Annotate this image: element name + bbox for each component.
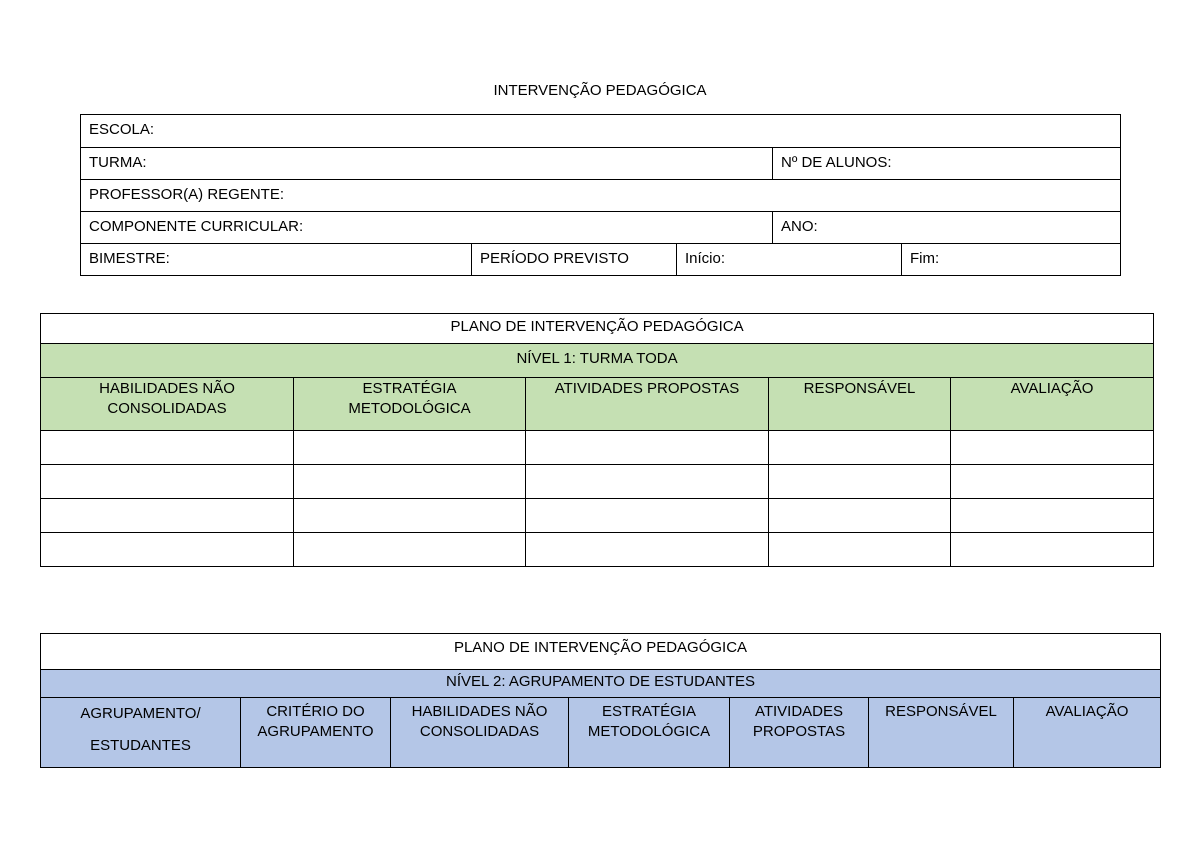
plan1-col-estrategia-line2: METODOLÓGICA bbox=[348, 400, 471, 417]
plan2-col-criterio bbox=[241, 698, 391, 768]
componente-field[interactable]: COMPONENTE CURRICULAR: bbox=[81, 212, 773, 244]
plan1-title: PLANO DE INTERVENÇÃO PEDAGÓGICA bbox=[41, 314, 1154, 344]
table-cell[interactable] bbox=[294, 465, 526, 499]
plan2-col-agrupamento-line2: ESTUDANTES bbox=[90, 737, 191, 754]
ano-field[interactable]: ANO: bbox=[773, 212, 1121, 244]
table-cell[interactable] bbox=[769, 465, 951, 499]
plan2-col-estrategia-line1: ESTRATÉGIA bbox=[602, 703, 696, 720]
plan1-col-avaliacao: AVALIAÇÃO bbox=[951, 378, 1154, 431]
inicio-field[interactable]: Início: bbox=[677, 244, 902, 276]
table-cell[interactable] bbox=[526, 533, 769, 567]
plan2-col-criterio-line1: CRITÉRIO DO bbox=[266, 703, 365, 720]
table-cell[interactable] bbox=[951, 499, 1154, 533]
plan1-col-estrategia-line1: ESTRATÉGIA bbox=[362, 380, 457, 397]
table-cell[interactable] bbox=[951, 465, 1154, 499]
plan2-col-avaliacao: AVALIAÇÃO bbox=[1014, 698, 1161, 768]
plan1-col-estrategia bbox=[294, 378, 526, 431]
plan-level-1-table bbox=[40, 313, 1154, 567]
table-cell[interactable] bbox=[951, 431, 1154, 465]
plan1-col-habilidades bbox=[41, 378, 294, 431]
table-cell[interactable] bbox=[769, 431, 951, 465]
table-row bbox=[41, 431, 1154, 465]
escola-field[interactable]: ESCOLA: bbox=[81, 115, 1121, 148]
bimestre-field[interactable]: BIMESTRE: bbox=[81, 244, 472, 276]
plan2-col-atividades bbox=[730, 698, 869, 768]
plan2-col-habilidades-line2: CONSOLIDADAS bbox=[419, 723, 540, 740]
plan2-col-atividades-line2: PROPOSTAS bbox=[752, 723, 846, 740]
table-cell[interactable] bbox=[41, 465, 294, 499]
table-cell[interactable] bbox=[526, 499, 769, 533]
plan2-col-estrategia-line2: METODOLÓGICA bbox=[587, 723, 711, 740]
table-cell[interactable] bbox=[526, 431, 769, 465]
plan1-level: NÍVEL 1: TURMA TODA bbox=[41, 344, 1154, 378]
plan2-col-atividades-line1: ATIVIDADES bbox=[754, 703, 844, 720]
table-cell[interactable] bbox=[526, 465, 769, 499]
plan1-col-atividades: ATIVIDADES PROPOSTAS bbox=[526, 378, 769, 431]
table-row bbox=[41, 499, 1154, 533]
periodo-label: PERÍODO PREVISTO bbox=[472, 244, 677, 276]
plan2-level: NÍVEL 2: AGRUPAMENTO DE ESTUDANTES bbox=[41, 670, 1161, 698]
table-cell[interactable] bbox=[951, 533, 1154, 567]
table-cell[interactable] bbox=[294, 533, 526, 567]
plan-level-2-table bbox=[40, 633, 1161, 768]
document-title: INTERVENÇÃO PEDAGÓGICA bbox=[493, 82, 707, 99]
plan2-col-estrategia bbox=[569, 698, 730, 768]
table-cell[interactable] bbox=[294, 431, 526, 465]
plan2-col-criterio-line2: AGRUPAMENTO bbox=[257, 723, 374, 740]
plan1-col-habilidades-line2: CONSOLIDADAS bbox=[107, 400, 227, 417]
n-alunos-field[interactable]: Nº DE ALUNOS: bbox=[773, 148, 1121, 180]
table-cell[interactable] bbox=[41, 533, 294, 567]
plan2-col-habilidades-line1: HABILIDADES NÃO bbox=[411, 703, 548, 720]
table-cell[interactable] bbox=[41, 431, 294, 465]
table-row bbox=[41, 533, 1154, 567]
table-cell[interactable] bbox=[41, 499, 294, 533]
plan1-col-responsavel: RESPONSÁVEL bbox=[769, 378, 951, 431]
turma-field[interactable]: TURMA: bbox=[81, 148, 773, 180]
plan2-col-agrupamento bbox=[41, 698, 241, 768]
identification-form bbox=[80, 114, 1121, 276]
table-row bbox=[41, 465, 1154, 499]
plan1-col-habilidades-line1: HABILIDADES NÃO bbox=[99, 380, 235, 397]
plan2-col-responsavel: RESPONSÁVEL bbox=[869, 698, 1014, 768]
fim-field[interactable]: Fim: bbox=[902, 244, 1121, 276]
table-cell[interactable] bbox=[294, 499, 526, 533]
plan2-col-habilidades bbox=[391, 698, 569, 768]
plan2-col-agrupamento-line1: AGRUPAMENTO/ bbox=[80, 705, 201, 722]
professor-field[interactable]: PROFESSOR(A) REGENTE: bbox=[81, 180, 1121, 212]
plan2-title: PLANO DE INTERVENÇÃO PEDAGÓGICA bbox=[41, 634, 1161, 670]
table-cell[interactable] bbox=[769, 533, 951, 567]
table-cell[interactable] bbox=[769, 499, 951, 533]
